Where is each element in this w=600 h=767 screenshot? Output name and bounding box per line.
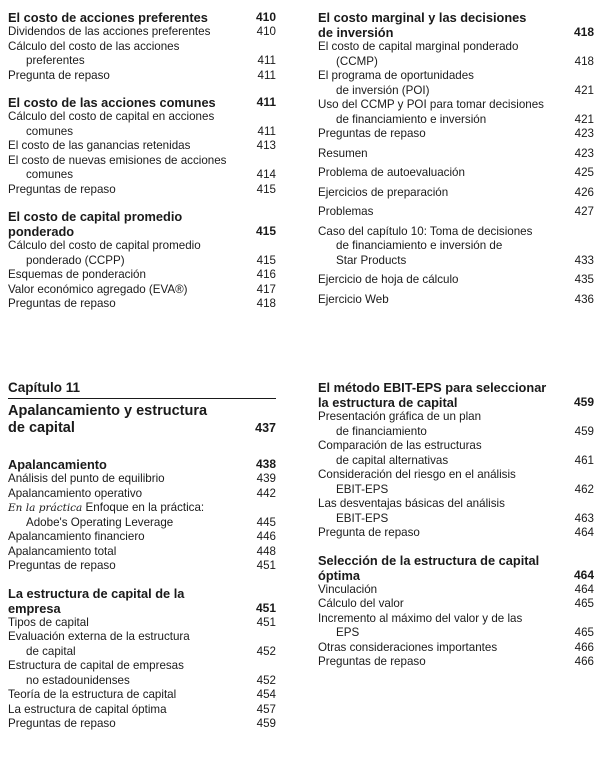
toc-entry-page: 454: [256, 688, 276, 701]
toc-entry-page: 410: [255, 10, 276, 24]
toc-entry-title: Pregunta de repaso: [8, 68, 110, 82]
toc-entry-page: 423: [574, 146, 594, 160]
toc-entry-title: ponderado: [8, 224, 75, 239]
toc-entry-title: El costo de nuevas emisiones de acciones: [8, 153, 227, 167]
toc-entry-title: Comparación de las estructuras: [318, 439, 482, 452]
toc-entry: [8, 559, 276, 574]
toc-entry-title: de capital alternativas: [336, 453, 449, 467]
toc-entry: [318, 84, 594, 99]
toc-entry-title: Incremento al máximo del valor y de las: [318, 611, 523, 625]
toc-entry-title: Caso del capítulo 10: Toma de decisiones: [318, 224, 533, 238]
chapter-header: [8, 379, 276, 437]
toc-entry-title: Preguntas de repaso: [8, 559, 116, 572]
toc-entry: [8, 25, 276, 40]
toc-entry-title: Preguntas de repaso: [8, 717, 116, 730]
toc-entry-title: [8, 501, 246, 516]
toc-entry-page: 423: [574, 127, 594, 140]
toc-entry-title: Las desventajas básicas del análisis: [318, 497, 505, 510]
toc-entry-page: 413: [256, 139, 276, 152]
toc-entry-page: 415: [256, 182, 276, 196]
toc-entry-title: Vinculación: [318, 582, 378, 596]
toc-entry: [8, 717, 276, 732]
toc-entry-title: Pregunta de repaso: [318, 526, 420, 539]
toc-entry-title: comunes: [26, 168, 74, 181]
toc-entry-page: 421: [574, 83, 594, 97]
toc-entry-title: Star Products: [336, 253, 407, 267]
toc-entry-page: 411: [257, 68, 276, 82]
chapter-label: Capítulo 11: [8, 379, 276, 399]
toc-entry-title: Análisis del punto de equilibrio: [8, 472, 165, 485]
toc-entry-title: Apalancamiento: [8, 457, 107, 472]
toc-entry: [8, 297, 276, 312]
toc-entry: [8, 239, 276, 254]
toc-entry-page: 433: [574, 253, 594, 267]
spacer: [8, 197, 276, 209]
toc-entry-page: 462: [574, 482, 594, 496]
toc-entry-page: 464: [574, 526, 594, 539]
toc-entry: [8, 154, 276, 169]
toc-entry-title: El programa de oportunidades: [318, 69, 474, 82]
toc-top-left: [8, 10, 276, 312]
toc-section-heading: [8, 601, 276, 616]
toc-bottom-right: [318, 380, 594, 670]
toc-entry-title: Preguntas de repaso: [8, 297, 116, 310]
toc-entry: [318, 55, 594, 70]
toc-entry: [8, 139, 276, 154]
toc-entry: [8, 168, 276, 183]
toc-entry-title: de inversión (POI): [336, 83, 430, 97]
toc-entry-title: (CCMP): [336, 54, 378, 68]
toc-entry-page: 466: [574, 655, 594, 668]
toc-entry-title: Dividendos de las acciones preferentes: [8, 25, 211, 38]
toc-entry: [318, 583, 594, 598]
toc-bottom-left: [8, 457, 276, 732]
toc-entry-title: Resumen: [318, 146, 368, 160]
chapter-title-text: Apalancamiento y estructura de capital: [8, 403, 208, 436]
toc-entry-title: Valor económico agregado (EVA®): [8, 282, 188, 296]
toc-section-heading: [8, 586, 276, 601]
toc-section-heading: [8, 10, 276, 25]
toc-entry: [318, 254, 594, 269]
toc-entry-page: 435: [574, 273, 594, 286]
toc-entry: [318, 225, 594, 240]
toc-entry-page: 452: [256, 644, 276, 658]
toc-section-heading: [318, 10, 594, 25]
toc-entry-title: Apalancamiento operativo: [8, 486, 143, 500]
toc-entry-page: 461: [574, 453, 594, 467]
toc-entry-page: 457: [256, 702, 276, 716]
toc-section-heading: [318, 395, 594, 410]
toc-entry: [8, 110, 276, 125]
toc-entry: [318, 454, 594, 469]
toc-entry-title: Evaluación externa de la estructura: [8, 630, 190, 643]
toc-entry: [318, 512, 594, 527]
toc-entry-page: 418: [574, 54, 594, 68]
toc-entry-title: La estructura de capital óptima: [8, 702, 167, 716]
toc-entry-page: 415: [255, 224, 276, 238]
toc-entry-title: EBIT-EPS: [336, 511, 389, 525]
toc-entry-title-rest: Enfoque en la práctica:: [82, 501, 205, 514]
toc-entry-title: ponderado (CCPP): [26, 253, 125, 267]
toc-entry-page: 459: [574, 424, 594, 438]
toc-entry-title: Ejercicios de preparación: [318, 185, 449, 199]
toc-entry-title: de financiamiento e inversión: [336, 112, 487, 126]
toc-entry-page: 410: [256, 25, 276, 38]
toc-entry: [8, 516, 276, 531]
toc-entry-title: de capital: [26, 644, 76, 658]
toc-entry: [8, 645, 276, 660]
toc-entry-page: 418: [256, 297, 276, 310]
toc-entry: [318, 597, 594, 612]
toc-entry-title: Ejercicio de hoja de cálculo: [318, 273, 459, 286]
toc-entry-title: El costo de capital marginal ponderado: [318, 40, 519, 53]
toc-entry-page: 459: [573, 395, 594, 409]
toc-entry: [8, 183, 276, 198]
toc-entry-title: Preguntas de repaso: [8, 182, 116, 196]
toc-entry-title: Apalancamiento financiero: [8, 530, 145, 543]
toc-entry-title: Apalancamiento total: [8, 544, 117, 558]
toc-entry-title: comunes: [26, 124, 74, 138]
toc-entry-page: 459: [256, 717, 276, 730]
toc-entry-page: 445: [256, 515, 276, 529]
toc-entry: [8, 283, 276, 298]
toc-entry-page: 436: [574, 292, 594, 306]
toc-entry: [8, 674, 276, 689]
toc-entry-title: El costo de capital promedio: [8, 209, 183, 224]
toc-entry-page: 425: [574, 166, 594, 179]
toc-entry: [8, 703, 276, 718]
toc-entry-title: empresa: [8, 600, 61, 616]
toc-entry: [8, 54, 276, 69]
toc-entry: [318, 612, 594, 627]
toc-entry-title: óptima: [318, 567, 360, 583]
toc-entry-title: Otras consideraciones importantes: [318, 640, 498, 654]
toc-entry: [318, 113, 594, 128]
toc-entry-title: Adobe's Operating Leverage: [26, 515, 174, 529]
spacer: [8, 574, 276, 586]
toc-entry-page: 418: [573, 25, 594, 39]
toc-entry: [318, 147, 594, 162]
toc-entry: [318, 468, 594, 483]
toc-section-heading: [318, 380, 594, 395]
toc-entry-page: 439: [256, 472, 276, 485]
toc-entry-page: 414: [256, 168, 276, 181]
toc-entry-page: 411: [256, 95, 276, 109]
toc-entry-page: 417: [256, 282, 276, 296]
toc-entry-title: Cálculo del costo de capital promedio: [8, 239, 201, 252]
toc-entry: [8, 69, 276, 84]
toc-entry: [318, 127, 594, 142]
toc-entry-title: EBIT-EPS: [336, 482, 389, 496]
toc-entry: [8, 40, 276, 55]
toc-entry: [318, 483, 594, 498]
toc-entry: [318, 410, 594, 425]
toc-entry: [318, 293, 594, 308]
toc-entry-title: Presentación gráfica de un plan: [318, 410, 482, 423]
toc-entry-title: Esquemas de ponderación: [8, 268, 146, 281]
toc-entry: [318, 526, 594, 541]
toc-entry-title: El costo de las acciones comunes: [8, 95, 216, 110]
toc-entry-page: 464: [574, 582, 594, 596]
toc-entry: [8, 688, 276, 703]
toc-entry-title: Cálculo del costo de capital en acciones: [8, 110, 215, 123]
toc-entry-title: El método EBIT-EPS para seleccionar: [318, 380, 547, 395]
toc-entry: [318, 425, 594, 440]
toc-entry: [318, 40, 594, 55]
toc-entry-title: no estadounidenses: [26, 673, 130, 687]
toc-entry-page: 451: [256, 559, 276, 572]
toc-entry-title: Cálculo del costo de las acciones: [8, 39, 180, 53]
toc-entry: [8, 659, 276, 674]
toc-entry: [8, 501, 276, 516]
enfoque-logo-text: En la práctica: [8, 502, 83, 514]
spacer: [8, 83, 276, 95]
toc-entry-page: 465: [574, 597, 594, 610]
toc-entry: [8, 545, 276, 560]
toc-entry: [8, 254, 276, 269]
toc-entry-title: Estructura de capital de empresas: [8, 659, 184, 672]
toc-entry-title: EPS: [336, 626, 360, 639]
toc-entry-title: Consideración del riesgo en el análisis: [318, 468, 516, 481]
toc-entry: [318, 273, 594, 288]
toc-entry-title: Selección de la estructura de capital: [318, 552, 540, 568]
toc-entry-page: 452: [256, 673, 276, 687]
toc-entry-title: Problema de autoevaluación: [318, 166, 465, 179]
toc-entry-page: 427: [574, 205, 594, 218]
toc-top-right: [318, 10, 594, 307]
toc-entry-title: El costo de acciones preferentes: [8, 10, 208, 25]
toc-entry-page: 426: [574, 185, 594, 199]
toc-entry-page: 451: [255, 600, 276, 615]
toc-entry-title: Teoría de la estructura de capital: [8, 688, 177, 701]
toc-entry: [318, 239, 594, 254]
chapter-title: [8, 403, 276, 437]
toc-entry: [318, 655, 594, 670]
toc-entry-page: 464: [573, 567, 594, 582]
toc-section-heading: [8, 457, 276, 472]
toc-entry-title: Tipos de capital: [8, 615, 89, 629]
toc-entry: [318, 626, 594, 641]
toc-entry-page: 415: [256, 253, 276, 267]
toc-entry: [318, 205, 594, 220]
toc-entry-page: 411: [257, 54, 276, 67]
toc-entry-title: El costo de las ganancias retenidas: [8, 139, 191, 152]
toc-entry: [318, 439, 594, 454]
toc-entry-title: Uso del CCMP y POI para tomar decisiones: [318, 98, 544, 111]
toc-entry: [318, 98, 594, 113]
toc-entry-title: Cálculo del valor: [318, 597, 404, 610]
toc-entry-page: 442: [256, 486, 276, 500]
toc-entry-title: la estructura de capital: [318, 395, 458, 410]
toc-section-heading: [318, 568, 594, 583]
toc-entry: [8, 487, 276, 502]
toc-entry: [318, 69, 594, 84]
toc-section-heading: [8, 95, 276, 110]
toc-entry-title: preferentes: [26, 54, 85, 67]
toc-section-heading: [318, 553, 594, 568]
toc-entry-title: La estructura de capital de la: [8, 585, 185, 601]
toc-entry: [8, 125, 276, 140]
toc-entry-title: de financiamiento e inversión de: [336, 239, 503, 252]
toc-entry: [8, 530, 276, 545]
toc-entry-title: de inversión: [318, 25, 394, 40]
spacer: [318, 541, 594, 553]
chapter-page: 437: [255, 421, 276, 435]
toc-entry: [318, 641, 594, 656]
toc-entry-page: 463: [574, 511, 594, 525]
toc-entry-page: 416: [256, 268, 276, 281]
toc-entry-title: Problemas: [318, 205, 374, 218]
toc-entry: [318, 497, 594, 512]
toc-entry: [318, 166, 594, 181]
toc-entry-page: 466: [574, 640, 594, 654]
toc-entry-page: 465: [574, 626, 594, 639]
toc-entry-page: 448: [256, 544, 276, 558]
toc-section-heading: [8, 224, 276, 239]
toc-entry-title: de financiamiento: [336, 424, 427, 438]
toc-section-heading: [8, 209, 276, 224]
toc-entry: [318, 186, 594, 201]
toc-entry-page: 446: [256, 530, 276, 543]
toc-entry-title: Ejercicio Web: [318, 292, 389, 306]
toc-section-heading: [318, 25, 594, 40]
toc-entry: [8, 630, 276, 645]
toc-entry-page: 411: [257, 124, 276, 138]
toc-entry: [8, 268, 276, 283]
toc-entry: [8, 616, 276, 631]
toc-entry-title: Preguntas de repaso: [318, 127, 426, 140]
toc-entry-title: Preguntas de repaso: [318, 655, 426, 668]
toc-entry-page: 421: [574, 112, 594, 126]
toc-entry-page: 451: [256, 615, 276, 629]
toc-entry: [8, 472, 276, 487]
toc-entry-page: 438: [255, 457, 276, 471]
toc-entry-title: El costo marginal y las decisiones: [318, 10, 527, 25]
